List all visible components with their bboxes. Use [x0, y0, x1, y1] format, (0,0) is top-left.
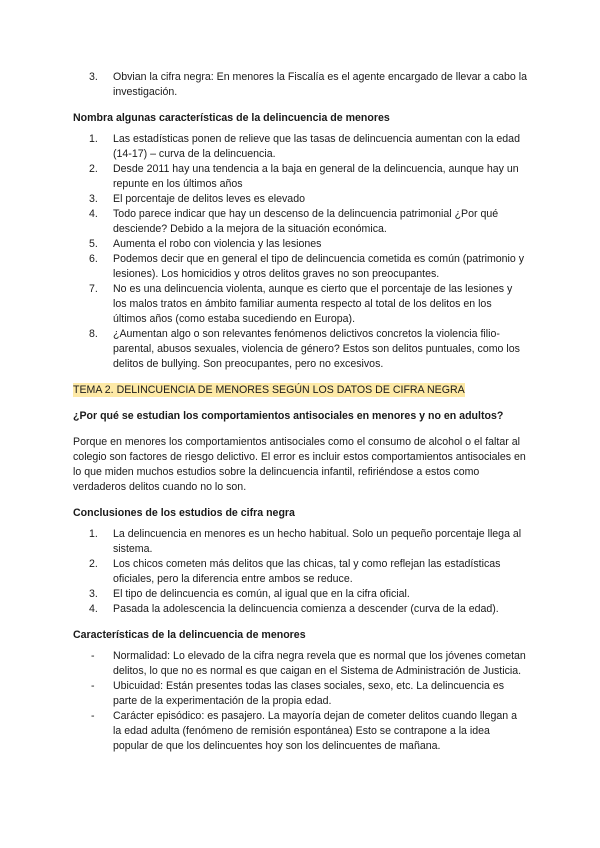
list-item-text: Ubicuidad: Están presentes todas las clases sociales, sexo, etc. La delincuencia es parte de la experimentación de la propia edad. [113, 680, 505, 707]
list-item-text: El porcentaje de delitos leves es elevado [113, 193, 305, 205]
list-marker: 2. [89, 163, 98, 175]
list-item-text: Podemos decir que en general el tipo de delincuencia cometida es común (patrimonio y lesiones). Los homicidios y otros delitos graves no son preocupantes. [113, 253, 525, 280]
list-item [73, 132, 528, 162]
list-marker: 4. [89, 603, 98, 615]
list-marker: 3. [89, 193, 98, 205]
list-item [73, 649, 528, 679]
list-item-text: La delincuencia en menores es un hecho habitual. Solo un pequeño porcentaje llega al sistema. [113, 528, 522, 555]
list-item [73, 282, 528, 327]
list-item-text: Carácter episódico: es pasajero. La mayoría dejan de cometer delitos cuando llegan a la edad adulta (fenómeno de remisión espontánea) Esto se contrapone a la idea popular de que los delincuentes hoy son los delincuentes de mañana. [113, 710, 517, 752]
list-marker: - [91, 680, 95, 692]
list-item [73, 252, 528, 282]
list-item-text: Pasada la adolescencia la delincuencia comienza a descender (curva de la edad). [113, 603, 499, 615]
list-marker: - [91, 710, 95, 722]
list-item-text: Aumenta el robo con violencia y las lesiones [113, 238, 322, 250]
list-marker: 4. [89, 208, 98, 220]
list-marker: 1. [89, 528, 98, 540]
section-paragraph: Porque en menores los comportamientos antisociales como el consumo de alcohol o el faltar al colegio son factores de riesgo delictivo. El error es incluir estos comportamientos antisociales en lo que miden muchos estudios sobre la delincuencia infantil, refiriéndose a estos como verdaderos delitos cuando no lo son. [73, 436, 526, 493]
document-page [73, 70, 528, 754]
list-marker: 2. [89, 558, 98, 570]
conclusiones-list [73, 527, 528, 617]
caracteristicas-menores-list [73, 649, 528, 754]
top-list [73, 70, 528, 100]
list-item [73, 70, 528, 100]
list-item-text: Desde 2011 hay una tendencia a la baja en general de la delincuencia, aunque hay un repunte en los últimos años [113, 163, 519, 190]
list-item [73, 709, 528, 754]
list-item-text: Obvian la cifra negra: En menores la Fiscalía es el agente encargado de llevar a cabo la investigación. [113, 71, 527, 98]
list-item [73, 602, 528, 617]
list-item-text: Todo parece indicar que hay un descenso de la delincuencia patrimonial ¿Por qué desciende? Debido a la mejora de la situación económica. [113, 208, 499, 235]
list-item-text: Los chicos cometen más delitos que las chicas, tal y como reflejan las estadísticas oficiales, pero la diferencia entre ambos se reduce. [113, 558, 501, 585]
list-item [73, 527, 528, 557]
section-heading-caracteristicas: Nombra algunas características de la delincuencia de menores [73, 112, 390, 124]
list-marker: 3. [89, 588, 98, 600]
tema-title-highlight: TEMA 2. DELINCUENCIA DE MENORES SEGÚN LOS DATOS DE CIFRA NEGRA [73, 384, 465, 396]
section-heading-por-que: ¿Por qué se estudian los comportamientos antisociales en menores y no en adultos? [73, 410, 504, 422]
list-item [73, 557, 528, 587]
list-marker: 5. [89, 238, 98, 250]
list-marker: 1. [89, 133, 98, 145]
list-item [73, 237, 528, 252]
list-item [73, 207, 528, 237]
list-marker: 6. [89, 253, 98, 265]
section-heading-conclusiones: Conclusiones de los estudios de cifra negra [73, 507, 295, 519]
list-item [73, 192, 528, 207]
list-item-text: El tipo de delincuencia es común, al igual que en la cifra oficial. [113, 588, 410, 600]
list-item [73, 162, 528, 192]
list-item [73, 327, 528, 372]
caracteristicas-list [73, 132, 528, 372]
list-item [73, 679, 528, 709]
tema-title [73, 383, 528, 398]
section-heading-caracteristicas-menores: Características de la delincuencia de menores [73, 629, 306, 641]
list-item-text: Las estadísticas ponen de relieve que las tasas de delincuencia aumentan con la edad (14-17) – curva de la delincuencia. [113, 133, 520, 160]
list-item [73, 587, 528, 602]
list-marker: 8. [89, 328, 98, 340]
list-item-text: ¿Aumentan algo o son relevantes fenómenos delictivos concretos la violencia filio-parental, abusos sexuales, violencia de género? Estos son delitos puntuales, como los delitos de bullying. Son preocupantes, pero no excesivos. [113, 328, 520, 370]
list-marker: 7. [89, 283, 98, 295]
list-marker: 3. [89, 71, 98, 83]
list-marker: - [91, 650, 95, 662]
list-item-text: Normalidad: Lo elevado de la cifra negra revela que es normal que los jóvenes cometan delitos, lo que no es normal es que caigan en el Sistema de Administración de Justicia. [113, 650, 526, 677]
list-item-text: No es una delincuencia violenta, aunque es cierto que el porcentaje de las lesiones y los malos tratos en ámbito familiar aumenta respecto al total de los delitos en los últimos años (como estaba sucediendo en Europa). [113, 283, 513, 325]
